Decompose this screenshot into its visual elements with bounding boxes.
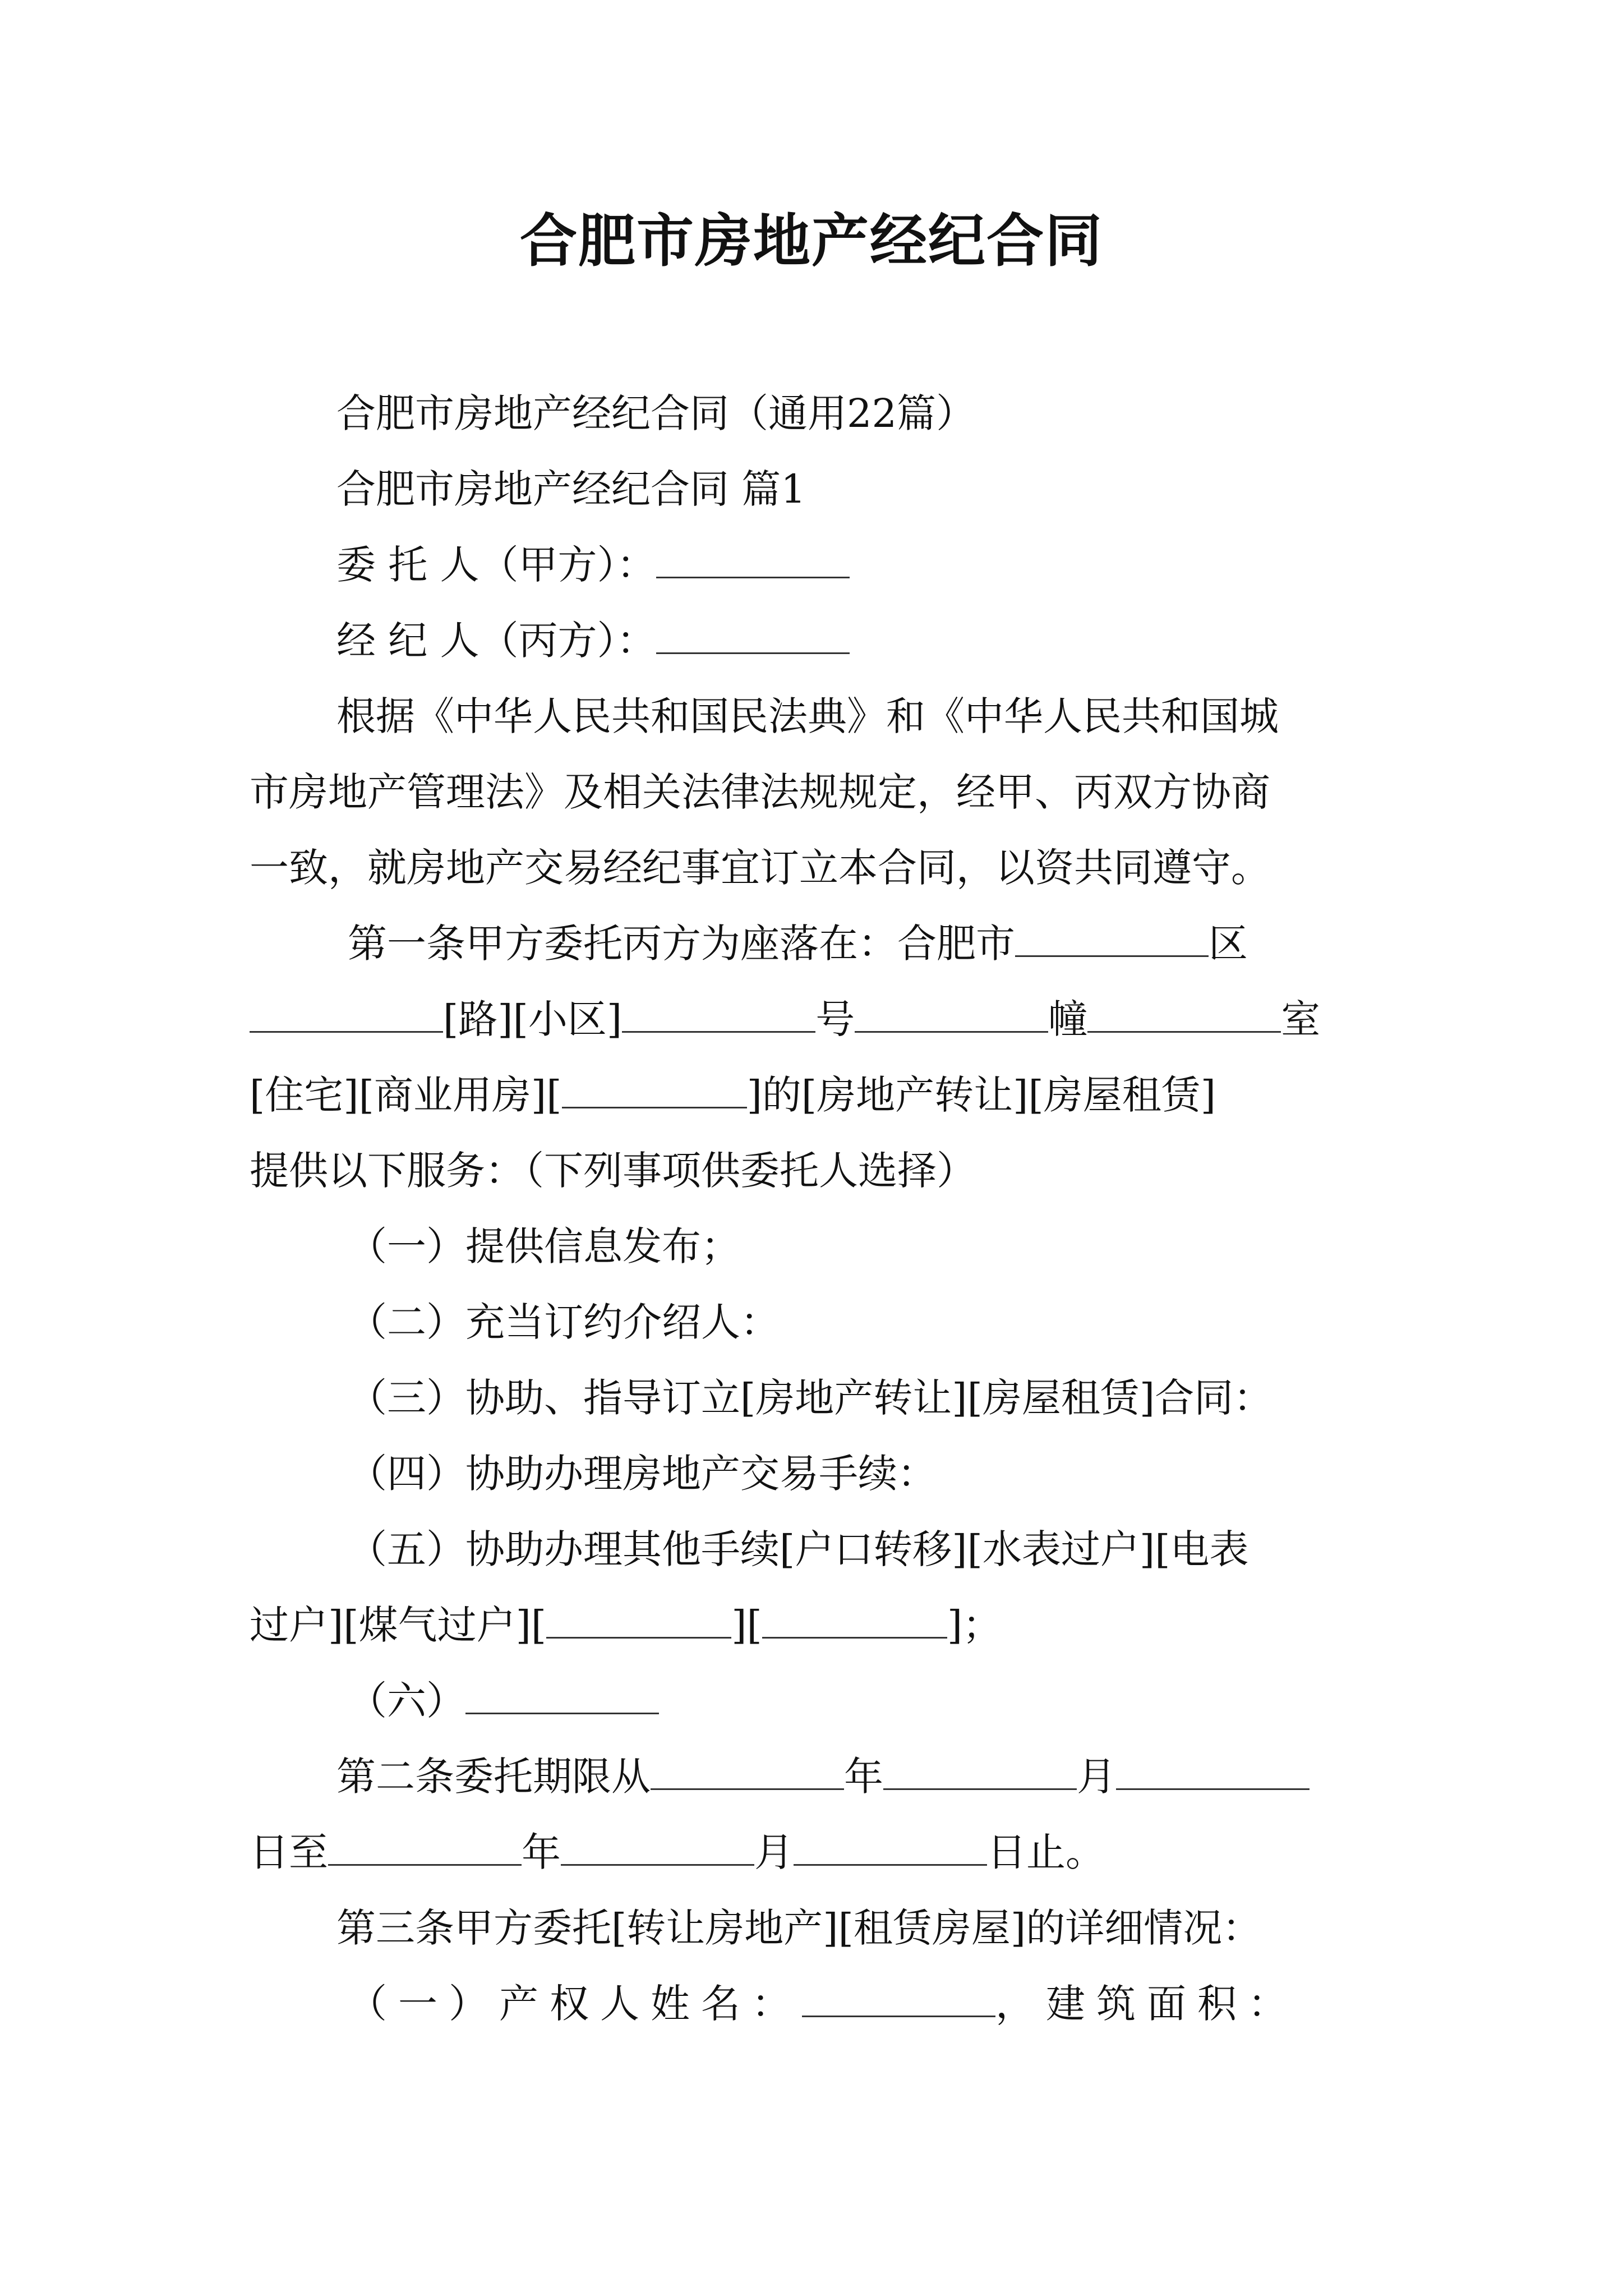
service-item-6-blank [465, 1677, 659, 1714]
article-three-text: 第三条甲方委托[转让房地产][租赁房屋]的详细情况： [336, 1905, 1262, 1951]
start-day-label: 日至 [250, 1829, 328, 1875]
road-blank [250, 995, 443, 1033]
preamble-text-2: 市房地产管理法》及相关法律法规规定，经甲、丙双方协商 [250, 769, 1270, 815]
room-label: 室 [1281, 996, 1321, 1042]
bracket-separator: ][ [731, 1602, 762, 1648]
room-blank [1087, 995, 1281, 1033]
preamble-text-1: 根据《中华人民共和国民法典》和《中华人民共和国城 [336, 693, 1279, 739]
preamble-line-3 [250, 840, 1623, 896]
service-type-label: ]的[房地产转让][房屋租赁] [746, 1072, 1216, 1118]
preamble-line-2 [250, 764, 1623, 820]
service-item-2 [348, 1294, 1623, 1350]
end-month-blank [561, 1828, 754, 1866]
article-one-text-4: 提供以下服务：（下列事项供委托人选择） [250, 1148, 976, 1194]
service-item-2-text: （二）充当订约介绍人： [348, 1299, 780, 1345]
service-item-3-text: （三）协助、指导订立[房地产转让][房屋租赁]合同： [348, 1375, 1273, 1421]
building-label: 幢 [1048, 996, 1088, 1042]
principal-party-label: 委 托 人（甲方）： [336, 542, 656, 588]
service-item-6 [348, 1673, 1623, 1729]
service-item-6-text: （六） [348, 1678, 465, 1724]
principal-party-blank [656, 541, 850, 578]
start-month-label: 月 [1077, 1754, 1116, 1800]
gas-transfer-label: 过户][煤气过户][ [250, 1602, 547, 1648]
service-item-1 [348, 1218, 1623, 1274]
start-year-blank [651, 1752, 844, 1790]
service-item-1-text: （一）提供信息发布； [348, 1223, 740, 1269]
service-item-4-text: （四）协助办理房地产交易手续： [348, 1451, 937, 1497]
district-blank [1015, 919, 1209, 957]
service-item-3 [348, 1370, 1623, 1426]
broker-party-label: 经 纪 人（丙方）： [336, 618, 656, 664]
road-label: [路][小区] [443, 996, 623, 1042]
subtitle-line [336, 385, 1623, 441]
service-item-5-text: （五）协助办理其他手续[户口转移][水表过户][电表 [348, 1526, 1249, 1572]
article-one-text-1: 第一条甲方委托丙方为座落在：合肥市 [348, 921, 1015, 967]
broker-party-line [336, 613, 1623, 669]
subtitle-text: 合肥市房地产经纪合同（通用22篇） [336, 390, 976, 436]
section-heading-text: 合肥市房地产经纪合同 篇1 [336, 466, 806, 512]
preamble-text-3: 一致，就房地产交易经纪事宜订立本合同，以资共同遵守。 [250, 845, 1270, 891]
article-one-line-2 [250, 991, 1623, 1047]
district-label: 区 [1209, 921, 1248, 967]
owner-name-label: （一）产权人姓名： [348, 1981, 802, 2027]
article-one-line-1 [348, 915, 1623, 972]
article-one-line-3 [250, 1067, 1623, 1123]
end-year-label: 年 [522, 1829, 561, 1875]
bracket-close: ]； [947, 1602, 1002, 1648]
article-three-line-2 [348, 1976, 1623, 2032]
preamble-line-1 [336, 688, 1623, 744]
end-year-blank [328, 1828, 522, 1866]
article-three-line-1 [336, 1900, 1623, 1956]
building-blank [855, 995, 1048, 1033]
end-month-label: 月 [754, 1829, 794, 1875]
section-heading [336, 461, 1623, 517]
article-two-text: 第二条委托期限从 [336, 1754, 651, 1800]
property-type-label: [住宅][商业用房][ [250, 1072, 562, 1118]
number-label: 号 [815, 996, 855, 1042]
other-procedure-blank-2 [762, 1601, 947, 1639]
article-two-line-2 [250, 1824, 1623, 1880]
article-two-line-1 [336, 1749, 1623, 1805]
start-day-blank [1116, 1752, 1310, 1790]
service-item-5-line-2 [250, 1597, 1623, 1653]
service-item-5 [348, 1521, 1623, 1577]
start-year-label: 年 [844, 1754, 883, 1800]
other-procedure-blank-1 [546, 1601, 731, 1639]
article-one-line-4 [250, 1143, 1623, 1199]
start-month-blank [883, 1752, 1077, 1790]
principal-party-line [336, 537, 1623, 593]
owner-name-blank [802, 1980, 995, 2017]
end-day-blank [794, 1828, 987, 1866]
property-type-blank [562, 1071, 747, 1108]
broker-party-blank [656, 616, 850, 654]
service-item-4 [348, 1446, 1623, 1502]
floor-area-label: ，建筑面积： [995, 1981, 1298, 2027]
number-blank [622, 995, 815, 1033]
end-day-label: 日止。 [987, 1829, 1105, 1875]
document-title: 合肥市房地产经纪合同 [520, 208, 1103, 275]
